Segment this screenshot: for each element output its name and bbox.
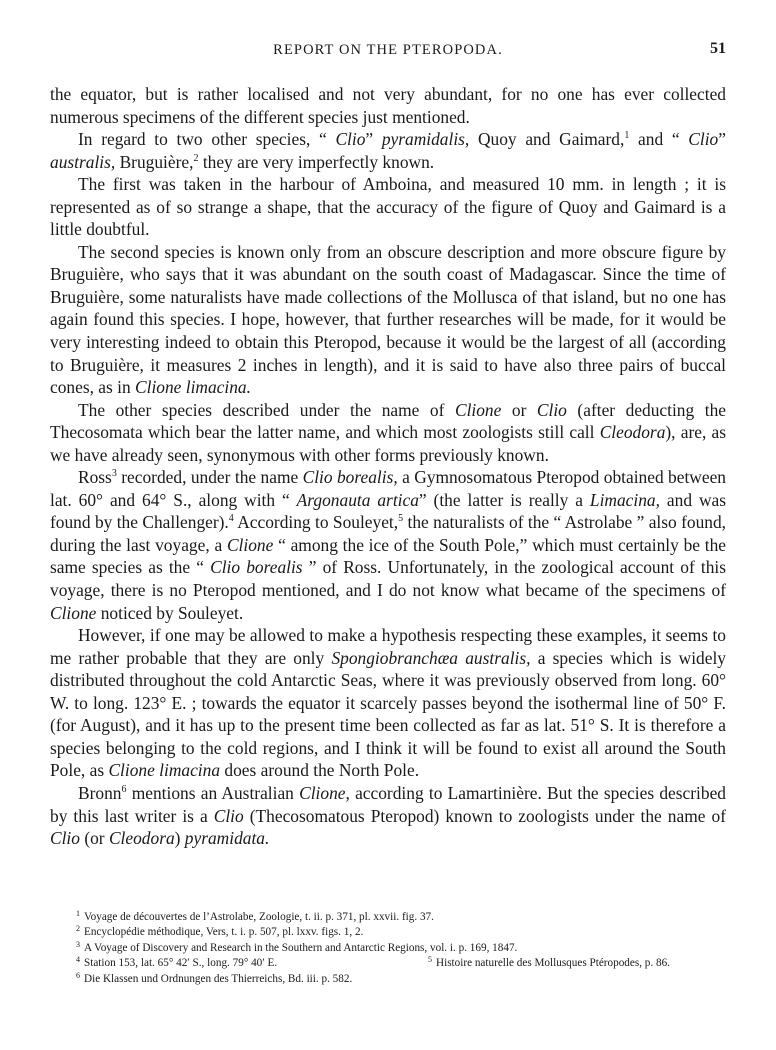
footnote-reference: 2: [193, 152, 199, 164]
text-run: Bronn: [78, 782, 122, 803]
footnote-row: [76, 956, 726, 971]
italic-text: australis,: [50, 151, 116, 172]
paragraph: [50, 399, 726, 467]
paragraph: [50, 782, 726, 850]
text-run: the naturalists of the “ Astrolabe ” also found, during the last voyage, a: [50, 512, 727, 555]
footnote-text: Voyage de découvertes de l’Astrolabe, Zoologie, t. ii. p. 371, pl. xxvii. fig. 37.: [84, 911, 434, 923]
text-run: ”: [718, 129, 726, 150]
footnote-text: Die Klassen und Ordnungen des Thierreichs, Bd. iii. p. 582.: [84, 972, 353, 985]
italic-text: Clione: [50, 602, 97, 623]
footnote-reference: 5: [398, 513, 404, 525]
running-title: REPORT ON THE PTEROPODA.: [273, 42, 503, 58]
text-run: ” (the latter is really a: [418, 489, 590, 510]
text-run: “ among the ice of the South Pole,” which must certainly be the same species as the “: [50, 534, 726, 578]
page-number: 51: [710, 40, 726, 57]
text-run: The other species described under the name of: [78, 399, 455, 420]
footnote-mark: 6: [76, 970, 80, 980]
paragraph: [50, 128, 726, 173]
footnote-reference: 4: [228, 513, 234, 525]
text-run: mentions an Australian: [126, 782, 300, 803]
italic-text: Clione: [226, 534, 274, 555]
footnote-mark: 3: [76, 939, 80, 949]
page-header: [50, 40, 726, 62]
text-run: According to Souleyet,: [233, 512, 399, 533]
italic-text: Clione limacina: [108, 760, 221, 781]
text-run: according to Lamartinière. But the species described by this last writer is a: [50, 782, 726, 826]
footnote: [428, 956, 670, 971]
paragraph: [50, 466, 726, 624]
italic-text: Limacina,: [589, 489, 660, 510]
footnote-text: A Voyage of Discovery and Research in the Southern and Antarctic Regions, vol. i. p. 169, 1847.: [84, 941, 518, 954]
footnote-mark: 5: [428, 955, 432, 965]
italic-text: Clio: [688, 129, 719, 150]
text-run: (after deducting the Thecosomata which bear the latter name, and which most zoologists still call: [50, 399, 726, 443]
text-run: Ross: [78, 467, 112, 488]
text-run: and “: [629, 129, 689, 150]
paragraph: [50, 241, 726, 399]
italic-text: Clio borealis,: [302, 467, 398, 488]
italic-text: Cleodora: [599, 422, 666, 443]
footnote-mark: 1: [76, 909, 80, 918]
italic-text: pyramidalis,: [381, 129, 470, 150]
footnote-text: Encyclopédie méthodique, Vers, t. i. p. 507, pl. lxxv. figs. 1, 2.: [84, 926, 364, 939]
footnotes: [76, 910, 726, 987]
text-run: ”: [365, 129, 382, 150]
footnote-reference: 3: [111, 468, 117, 480]
footnote: [76, 972, 726, 987]
italic-text: Clio: [335, 129, 366, 150]
paragraph: [50, 624, 726, 782]
text-run: (Thecosomatous Pteropod) known to zoologists under the name of: [243, 805, 726, 826]
text-run: does around the North Pole.: [220, 760, 420, 781]
text-run: In regard to two other species, “: [78, 129, 336, 150]
italic-text: Cleodora: [108, 828, 175, 849]
footnote: [76, 910, 726, 925]
text-run: recorded, under the name: [116, 467, 303, 488]
footnote-mark: 4: [76, 955, 80, 965]
footnote: [76, 925, 726, 940]
text-run: Bruguière,: [115, 151, 194, 172]
text-run: The first was taken in the harbour of Amboina, and measured 10 mm. in length ; it is represented as of so strange a shape, that the accuracy of the figure of Quoy and Gaimard is a little doubtful.: [50, 174, 726, 240]
text-run: (or: [79, 828, 109, 849]
text-run: they are very imperfectly known.: [198, 151, 435, 172]
italic-text: Clio: [536, 399, 567, 420]
italic-text: Clio borealis: [210, 557, 303, 578]
italic-text: pyramidata.: [184, 828, 270, 849]
text-run: and was found by the Challenger).: [50, 489, 726, 533]
footnote: [76, 957, 277, 969]
footnote: [76, 941, 726, 956]
footnote-mark: 2: [76, 924, 80, 934]
italic-text: Clio: [213, 805, 244, 826]
text-run: However, if one may be allowed to make a hypothesis respecting these examples, it seems to me rather probable that they are only: [50, 625, 726, 668]
italic-text: Clione limacina.: [135, 377, 251, 398]
paragraph: [50, 83, 726, 128]
footnote-reference: 1: [624, 130, 630, 142]
text-run: or: [501, 399, 537, 420]
text-run: ), are, as we have already seen, synonymous with other forms previously known.: [50, 422, 726, 465]
italic-text: Clione,: [299, 782, 350, 803]
footnote-text: Histoire naturelle des Mollusques Ptéropodes, p. 86.: [436, 957, 670, 970]
text-run: ): [174, 828, 185, 849]
text-run: The second species is known only from an obscure description and more obscure figure by Bruguière, who says that it was abundant on the south coast of Madagascar. Since the time of Bruguière, some naturalists have made collections of the Mollusca of that island, but no one has again found this species. I hope, however, that further researches will be made, for it would be very interesting indeed to obtain this Pteropod, because it would be the largest of all (according to Bruguière, it measures 2 inches in length), and it is said to have also three pairs of buccal cones, as in: [50, 241, 726, 398]
footnote-reference: 6: [121, 783, 127, 795]
text-run: the equator, but is rather localised and not very abundant, for no one has ever collected numerous specimens of the different species just mentioned.: [50, 84, 726, 127]
text-run: noticed by Souleyet.: [96, 602, 244, 623]
footnote-text: Station 153, lat. 65° 42′ S., long. 79° 40′ E.: [84, 957, 278, 970]
text-run: Quoy and Gaimard,: [469, 129, 625, 150]
italic-text: Clio: [50, 828, 80, 849]
body-text: [50, 83, 726, 850]
paragraph: [50, 173, 726, 241]
text-run: ” of Ross. Unfortunately, in the zoological account of this voyage, there is no Pteropod mentioned, and I do not know what became of the specimens of: [50, 557, 727, 601]
italic-text: Spongiobranchæa australis,: [331, 647, 531, 668]
text-run: a species which is widely distributed throughout the cold Antarctic Seas, where it was previously observed from long. 60° W. to long. 123° E. ; towards the equator it scarcely passes beyond the isothermal line of 50° F. (for August), and it has up to the present time been collected as far as lat. 51° S. It is therefore a species belonging to the cold regions, and I think it will be found to exist all around the South Pole, as: [50, 647, 726, 781]
italic-text: Clione: [454, 399, 502, 420]
italic-text: Argonauta artica: [296, 489, 419, 510]
text-run: a Gymnosomatous Pteropod obtained between lat. 60° and 64° S., along with “: [50, 467, 726, 510]
